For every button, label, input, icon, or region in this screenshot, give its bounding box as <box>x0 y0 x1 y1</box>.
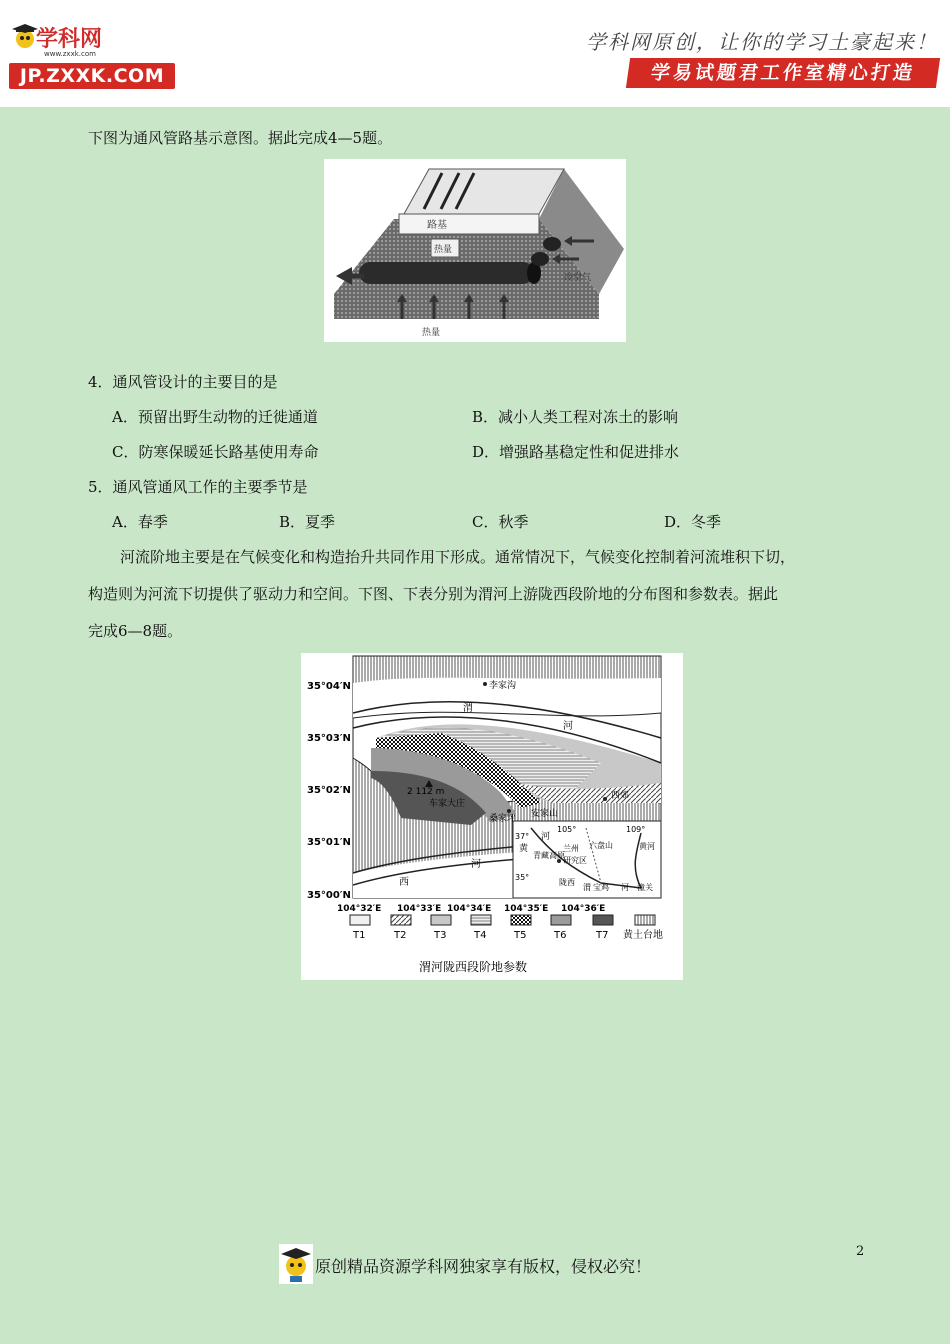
label-heat-top: 热量 <box>434 245 453 255</box>
lon-label-4: 104°35′E <box>504 904 549 914</box>
place-xijiao: 西郊 <box>611 791 630 801</box>
header-banner: 学易试题君工作室精心打造 <box>626 58 940 88</box>
q4-option-c[interactable]: C．防寒保暖延长路基使用寿命 <box>112 443 319 461</box>
label-cold-air: 冷空气 <box>564 273 592 283</box>
place-he-north: 河 <box>563 721 573 732</box>
lat-label-1: 35°04′N <box>307 681 351 692</box>
place-chejiadazhuang: 车家大庄 <box>429 799 466 809</box>
terrace-map <box>301 653 683 980</box>
mascot-icon <box>12 24 38 50</box>
lon-label-3: 104°34′E <box>447 904 492 914</box>
label-roadbed: 路基 <box>427 220 447 231</box>
inset-lon109: 109° <box>626 825 646 834</box>
inset-liupanshan: 六盘山 <box>589 841 613 850</box>
lon-label-2: 104°33′E <box>397 904 442 914</box>
page-number: 2 <box>856 1244 865 1259</box>
q5-option-d[interactable]: D．冬季 <box>664 513 722 531</box>
q4-stem: 4．通风管设计的主要目的是 <box>88 373 278 391</box>
place-lijiagou: 李家沟 <box>489 681 517 691</box>
page-header <box>0 0 950 107</box>
inset-lanzhou: 兰州 <box>563 844 579 853</box>
legend-t4: T4 <box>474 930 487 941</box>
place-xi: 西 <box>399 877 409 888</box>
figure-terrace-map <box>301 653 683 980</box>
place-elevation: 2 112 m <box>407 787 445 797</box>
inset-yanjiuqu: 研究区 <box>563 856 587 865</box>
lat-label-2: 35°03′N <box>307 733 351 744</box>
legend-t2: T2 <box>394 930 407 941</box>
q4-option-a[interactable]: A．预留出野生动物的迁徙通道 <box>112 408 318 426</box>
place-sangjiaping: 桑家坪 <box>489 814 517 824</box>
inset-huanghe: 黄河 <box>639 842 655 851</box>
q5-option-c[interactable]: C．秋季 <box>472 513 529 531</box>
lon-label-5: 104°36′E <box>561 904 606 914</box>
mascot-icon-footer <box>279 1244 313 1284</box>
lat-label-3: 35°02′N <box>307 785 351 796</box>
place-he-south: 河 <box>471 859 481 870</box>
legend-t3: T3 <box>434 930 447 941</box>
lat-label-4: 35°01′N <box>307 837 351 848</box>
place-anjiashan: 安家山 <box>531 809 559 819</box>
inset-he-wei: 河 <box>621 883 629 892</box>
label-heat-bottom: 热量 <box>422 328 441 338</box>
inset-lat35: 35° <box>515 873 530 882</box>
inset-baoji: 宝鸡 <box>593 883 609 892</box>
inset-tongguan: 潼关 <box>637 883 653 892</box>
lon-label-1: 104°32′E <box>337 904 382 914</box>
passage-line-2: 构造则为河流下切提供了驱动力和空间。下图、下表分别为渭河上游陇西段阶地的分布图和参数表。据此 <box>88 585 779 603</box>
inset-wei: 渭 <box>583 883 591 892</box>
logo-small-url: www.zxxk.com <box>44 50 96 58</box>
figure2-caption: 渭河陇西段阶地参数 <box>419 960 528 974</box>
inset-lat37: 37° <box>515 832 530 841</box>
inset-longxi: 陇西 <box>559 878 575 887</box>
inset-huang: 黄 <box>519 844 529 854</box>
legend-t5: T5 <box>514 930 527 941</box>
footer-copyright: 原创精品资源学科网独家享有版权，侵权必究！ <box>315 1257 652 1276</box>
header-slogan: 学科网原创，让你的学习土豪起来！ <box>586 30 938 54</box>
logo-url[interactable]: JP.ZXXK.COM <box>9 63 175 89</box>
legend-t1: T1 <box>353 930 366 941</box>
q5-option-b[interactable]: B．夏季 <box>279 513 336 531</box>
place-wei: 渭 <box>463 703 473 714</box>
roadbed-diagram <box>324 159 626 342</box>
lat-label-5: 35°00′N <box>307 890 351 901</box>
legend-t6: T6 <box>554 930 567 941</box>
legend-t7: T7 <box>596 930 609 941</box>
logo-brand: 学科网 <box>36 27 103 52</box>
passage-line-1: 河流阶地主要是在气候变化和构造抬升共同作用下形成。通常情况下，气候变化控制着河流堆积下切， <box>120 548 796 566</box>
inset-qingzang: 青藏高原 <box>533 851 565 860</box>
passage-line-3: 完成6—8题。 <box>88 622 183 640</box>
q4-option-b[interactable]: B．减小人类工程对冻土的影响 <box>472 408 679 426</box>
inset-lon105: 105° <box>557 825 577 834</box>
q5-stem: 5．通风管通风工作的主要季节是 <box>88 478 308 496</box>
legend-loess: 黄土台地 <box>623 930 663 941</box>
inset-he: 河 <box>541 832 551 842</box>
q5-option-a[interactable]: A．春季 <box>112 513 168 531</box>
figure-ventilation-roadbed <box>324 159 626 342</box>
intro-text: 下图为通风管路基示意图。据此完成4—5题。 <box>88 129 393 147</box>
q4-option-d[interactable]: D．增强路基稳定性和促进排水 <box>472 443 680 461</box>
